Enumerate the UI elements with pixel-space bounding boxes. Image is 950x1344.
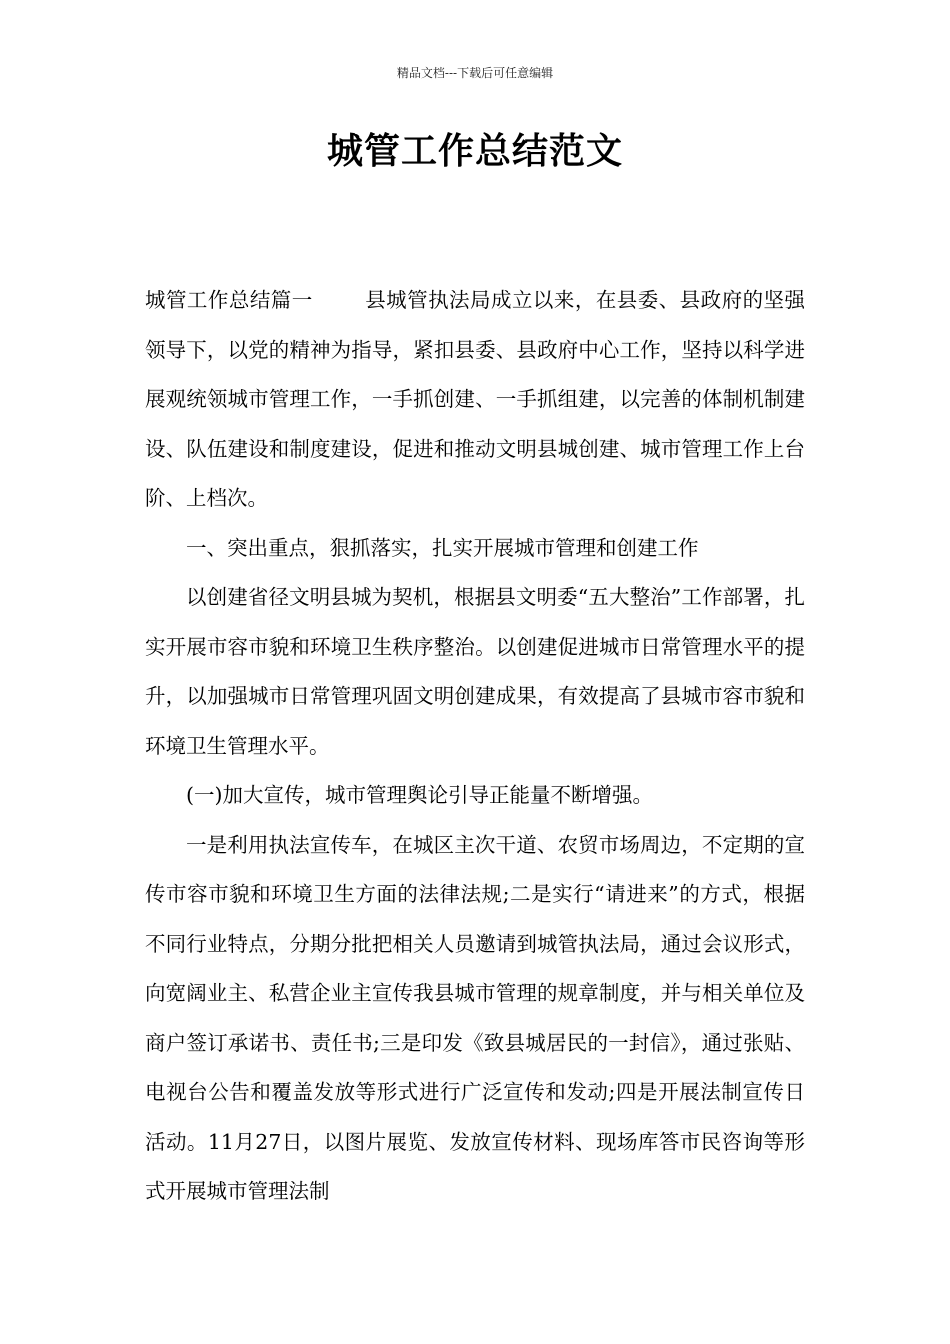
intro-lead: 城管工作总结篇一 xyxy=(145,288,313,312)
subsection-heading: (一)加大宣传，城市管理舆论引导正能量不断增强。 xyxy=(186,783,653,807)
section-heading: 一、突出重点，狠抓落实，扎实开展城市管理和创建工作 xyxy=(186,535,699,560)
document-title: 城管工作总结范文 xyxy=(326,131,623,172)
header-note: 精品文档---下载后可任意编辑 xyxy=(396,66,554,80)
document-body xyxy=(145,276,805,1217)
intro-paragraph xyxy=(145,276,805,524)
intro-text: 县城管执法局成立以来，在县委、县政府的坚强领导下，以党的精神为指导，紧扣县委、县政府中心工作，坚持以科学进展观统领城市管理工作，一手抓创建、一手抓组建，以完善的体制机制建设、队伍建设和制度建设，促进和推动文明县城创建、城市管理工作上台阶、上档次。 xyxy=(145,288,806,510)
body-paragraph: 以创建省径文明县城为契机，根据县文明委“五大整治”工作部署，扎实开展市容市貌和环境卫生秩序整治。以创建促进城市日常管理水平的提升，以加强城市日常管理巩固文明创建成果，有效提高了县城市容市貌和环境卫生管理水平。 xyxy=(145,585,805,758)
body-paragraph: 一是利用执法宣传车，在城区主次干道、农贸市场周边，不定期的宣传市容市貌和环境卫生方面的法律法规;二是实行“请进来”的方式，根据不同行业特点，分期分批把相关人员邀请到城管执法局，通过会议形式，向宽阔业主、私营企业主宣传我县城市管理的规章制度，并与相关单位及商户签订承诺书、责任书;三是印发《致县城居民的一封信》，通过张贴、电视台公告和覆盖发放等形式进行广泛宣传和发动;四是开展法制宣传日活动。11月27日，以图片展览、发放宣传材料、现场库答市民咨询等形式开展城市管理法制 xyxy=(145,832,805,1203)
